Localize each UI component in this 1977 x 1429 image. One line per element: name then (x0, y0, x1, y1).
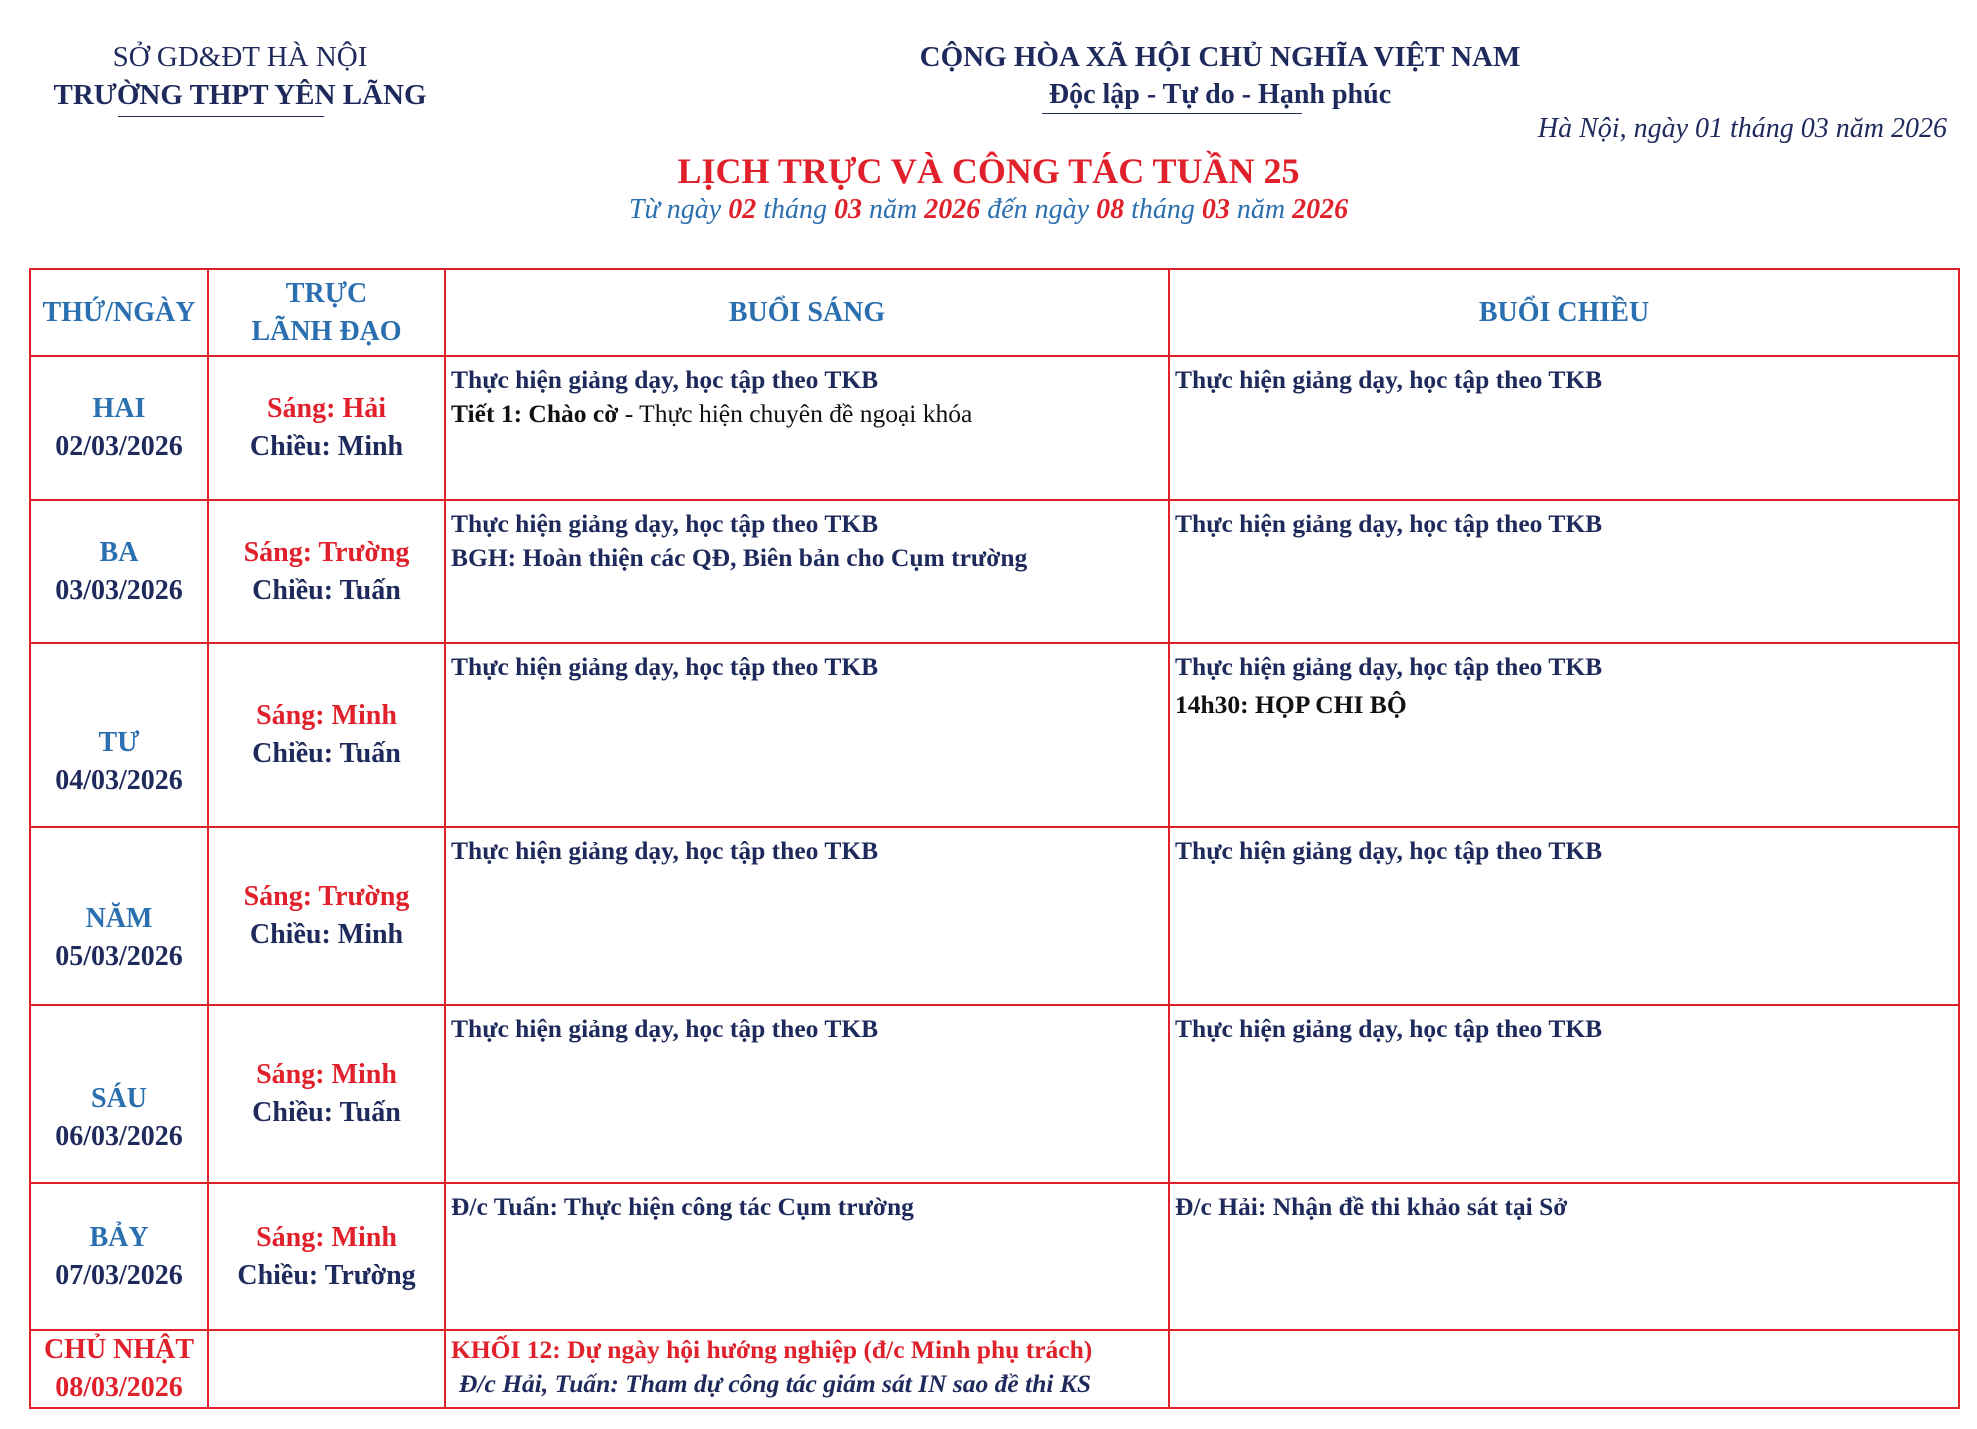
leader-afternoon: Chiều: Tuấn (252, 1097, 401, 1128)
day-cell (30, 643, 208, 827)
range-start-year: 2026 (924, 194, 981, 225)
leader-cell (208, 827, 445, 1005)
activity-bold: Tiết 1: Chào cờ (451, 399, 619, 428)
day-date: 05/03/2026 (55, 941, 183, 972)
day-name: BA (99, 536, 139, 568)
activity-line: Thực hiện giảng dạy, học tập theo TKB (451, 836, 879, 865)
range-text: Từ ngày (628, 194, 729, 225)
day-date: 08/03/2026 (55, 1372, 183, 1403)
activity-line: Thực hiện giảng dạy, học tập theo TKB (1175, 836, 1603, 865)
afternoon-cell (1169, 356, 1959, 500)
day-name: SÁU (90, 1083, 147, 1114)
day-date: 02/03/2026 (55, 431, 183, 462)
range-end-month: 03 (1201, 194, 1230, 225)
table-header-row (30, 269, 1959, 356)
day-name: TƯ (98, 727, 140, 758)
leader-morning: Sáng: Minh (256, 700, 397, 731)
day-cell (30, 500, 208, 643)
activity-line: Thực hiện giảng dạy, học tập theo TKB (451, 652, 879, 681)
morning-cell (445, 500, 1169, 643)
column-header-leader-line: TRỰC (285, 277, 368, 309)
morning-cell (445, 356, 1169, 500)
leader-cell (208, 643, 445, 827)
place-date: Hà Nội, ngày 01 tháng 03 năm 2026 (1537, 113, 1947, 144)
column-header-day: THỨ/NGÀY (30, 269, 208, 356)
day-cell (30, 1330, 208, 1408)
afternoon-cell (1169, 643, 1959, 827)
morning-cell (445, 1330, 1169, 1408)
leader-afternoon: Chiều: Tuấn (252, 738, 401, 769)
page-title: LỊCH TRỰC VÀ CÔNG TÁC TUẦN 25 (677, 151, 1300, 191)
afternoon-cell (1169, 500, 1959, 643)
range-text: tháng (756, 194, 834, 225)
morning-cell (445, 1005, 1169, 1183)
day-date: 04/03/2026 (55, 765, 183, 796)
leader-cell (208, 1005, 445, 1183)
leader-cell (208, 1183, 445, 1330)
activity-line: BGH: Hoàn thiện các QĐ, Biên bản cho Cụm trường (451, 543, 1028, 572)
activity-line: Đ/c Hải, Tuấn: Tham dự công tác giám sát IN sao đề thi KS (459, 1369, 1092, 1398)
range-start-month: 03 (833, 194, 862, 225)
day-name: NĂM (85, 903, 153, 934)
range-text: năm (861, 194, 925, 225)
day-cell (30, 1183, 208, 1330)
day-cell (30, 356, 208, 500)
leader-afternoon: Chiều: Trường (237, 1259, 416, 1291)
leader-cell (208, 500, 445, 643)
activity-line: Đ/c Tuấn: Thực hiện công tác Cụm trường (451, 1192, 914, 1221)
afternoon-cell (1169, 1330, 1959, 1408)
leader-afternoon: Chiều: Minh (249, 431, 404, 462)
day-name: CHỦ NHẬT (43, 1334, 195, 1365)
table-row (30, 1005, 1959, 1183)
range-end-year: 2026 (1292, 194, 1349, 225)
activity-line: Thực hiện giảng dạy, học tập theo TKB (451, 509, 879, 538)
motto-underline (1042, 113, 1302, 114)
range-text: tháng (1124, 194, 1202, 225)
leader-morning: Sáng: Hải (266, 393, 387, 424)
afternoon-cell (1169, 1183, 1959, 1330)
leader-afternoon: Chiều: Tuấn (252, 574, 401, 606)
leader-morning: Sáng: Minh (256, 1059, 397, 1090)
schedule-table (29, 268, 1960, 1409)
day-date: 07/03/2026 (55, 1259, 183, 1291)
morning-cell (445, 1183, 1169, 1330)
table-row (30, 1183, 1959, 1330)
table-row (30, 356, 1959, 500)
activity-line: KHỐI 12: Dự ngày hội hướng nghiệp (đ/c Minh phụ trách) (451, 1335, 1093, 1364)
activity-plain: - Thực hiện chuyên đề ngoại khóa (618, 399, 973, 428)
department-name: SỞ GD&ĐT HÀ NỘI (112, 41, 368, 73)
leader-morning: Sáng: Minh (256, 1221, 397, 1253)
day-date: 06/03/2026 (55, 1121, 183, 1152)
table-row (30, 827, 1959, 1005)
activity-line: Thực hiện giảng dạy, học tập theo TKB (451, 1014, 879, 1043)
column-header-leader-line: LÃNH ĐẠO (251, 315, 402, 347)
morning-cell (445, 643, 1169, 827)
issuer-block (20, 38, 460, 114)
leader-morning: Sáng: Trường (243, 881, 410, 912)
school-name: TRƯỜNG THPT YÊN LÃNG (53, 79, 427, 111)
leader-cell (208, 1330, 445, 1408)
leader-cell (208, 356, 445, 500)
day-name: BẢY (89, 1221, 149, 1253)
afternoon-cell (1169, 827, 1959, 1005)
leader-morning: Sáng: Trường (243, 536, 410, 568)
table-row (30, 643, 1959, 827)
activity-line: Thực hiện giảng dạy, học tập theo TKB (451, 365, 879, 394)
morning-cell (445, 827, 1169, 1005)
activity-line (451, 397, 1164, 431)
day-cell (30, 1005, 208, 1183)
day-cell (30, 827, 208, 1005)
activity-line: Thực hiện giảng dạy, học tập theo TKB (1175, 652, 1603, 681)
afternoon-cell (1169, 1005, 1959, 1183)
activity-line: Đ/c Hải: Nhận đề thi khảo sát tại Sở (1175, 1192, 1568, 1221)
table-row (30, 1330, 1959, 1408)
activity-line: Thực hiện giảng dạy, học tập theo TKB (1175, 365, 1603, 394)
range-start-day: 02 (728, 194, 757, 225)
range-text: năm (1229, 194, 1293, 225)
date-range (0, 194, 1977, 226)
leader-afternoon: Chiều: Minh (249, 919, 404, 950)
range-end-day: 08 (1096, 194, 1125, 225)
activity-line: 14h30: HỌP CHI BỘ (1175, 690, 1407, 719)
national-heading (800, 38, 1640, 114)
day-name: HAI (92, 393, 146, 424)
activity-line: Thực hiện giảng dạy, học tập theo TKB (1175, 1014, 1603, 1043)
column-header-leader (208, 269, 445, 356)
school-underline (118, 116, 324, 117)
column-header-afternoon: BUỔI CHIỀU (1169, 269, 1959, 356)
day-date: 03/03/2026 (55, 574, 183, 606)
range-text: đến ngày (980, 194, 1097, 225)
activity-line: Thực hiện giảng dạy, học tập theo TKB (1175, 509, 1603, 538)
column-header-morning: BUỔI SÁNG (445, 269, 1169, 356)
table-row (30, 500, 1959, 643)
motto: Độc lập - Tự do - Hạnh phúc (1048, 79, 1392, 110)
nation-name: CỘNG HÒA XÃ HỘI CHỦ NGHĨA VIỆT NAM (919, 41, 1521, 73)
